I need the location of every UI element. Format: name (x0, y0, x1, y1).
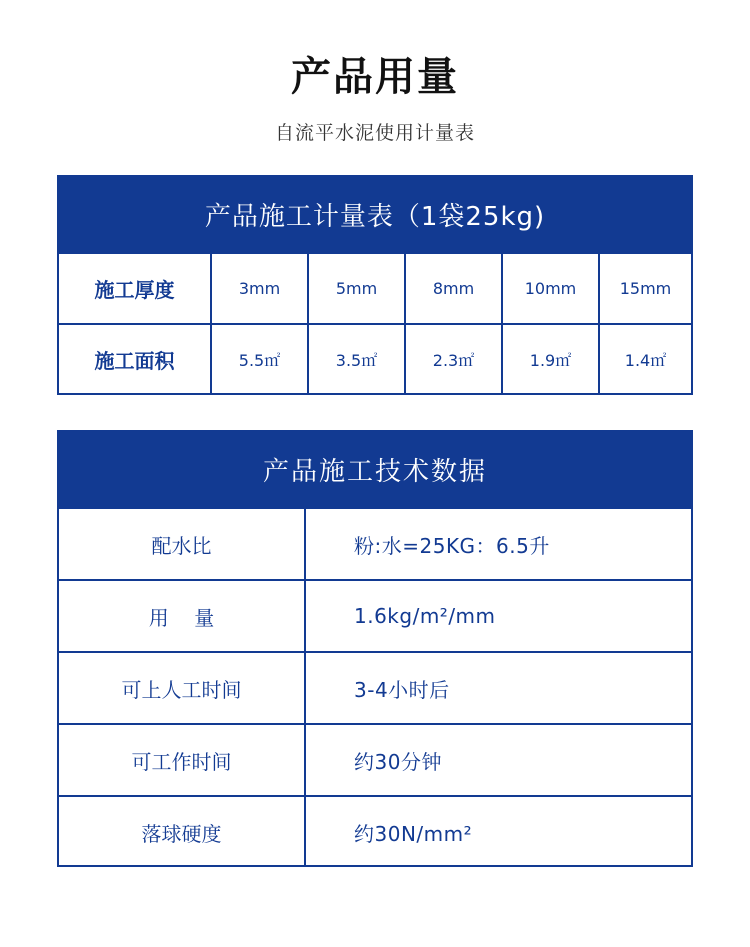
table-cell: 15mm (598, 254, 691, 323)
table-cell: 8mm (404, 254, 501, 323)
row-label: 可工作时间 (59, 725, 306, 795)
row-value: 约30分钟 (354, 749, 442, 774)
table-row (59, 723, 691, 795)
table-cell: 2.3㎡ (404, 325, 501, 394)
table-cell: 3.5㎡ (307, 325, 404, 394)
table-row (59, 579, 691, 651)
row-label: 落球硬度 (59, 797, 306, 867)
tech-table-title: 产品施工技术数据 (59, 432, 691, 507)
row-label: 用 量 (59, 581, 306, 651)
table-row (59, 507, 691, 579)
row-value: 约30N/mm² (354, 821, 473, 846)
row-value: 3-4小时后 (354, 677, 450, 702)
table-cell: 3mm (210, 254, 307, 323)
table-cell: 1.4㎡ (598, 325, 691, 394)
tech-data-table (57, 430, 693, 867)
usage-table-title: 产品施工计量表（1袋25kg) (59, 177, 691, 252)
row-label: 可上人工时间 (59, 653, 306, 723)
usage-table (57, 175, 693, 395)
row-label: 配水比 (59, 509, 306, 579)
table-row (59, 252, 691, 323)
table-cell: 10mm (501, 254, 598, 323)
table-cell: 5mm (307, 254, 404, 323)
table-row (59, 323, 691, 394)
row-value: 1.6kg/m²/mm (354, 604, 496, 628)
table-row (59, 651, 691, 723)
row-label-thickness: 施工厚度 (94, 278, 175, 302)
table-row (59, 795, 691, 867)
row-value: 粉:水=25KG：6.5升 (354, 533, 550, 558)
page-subtitle: 自流平水泥使用计量表 (274, 122, 475, 144)
table-cell: 5.5㎡ (210, 325, 307, 394)
table-cell: 1.9㎡ (501, 325, 598, 394)
page-title: 产品用量 (291, 54, 459, 100)
row-label-area: 施工面积 (94, 349, 175, 373)
